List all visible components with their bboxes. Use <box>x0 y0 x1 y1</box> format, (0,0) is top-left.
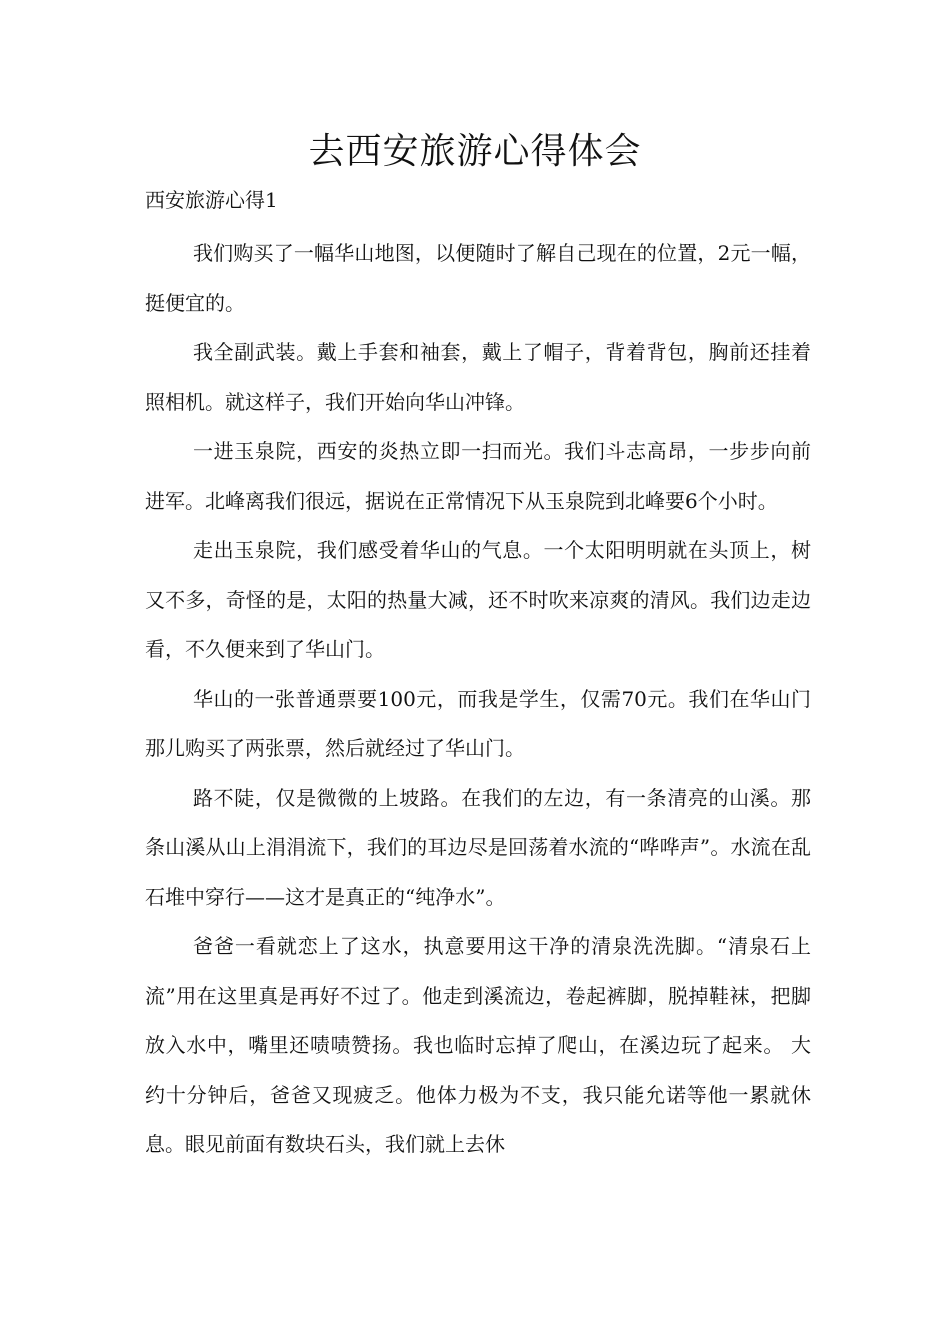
section-heading: 西安旅游心得1 <box>145 188 278 212</box>
document-body <box>145 229 811 1170</box>
paragraph: 路不陡，仅是微微的上坡路。在我们的左边，有一条清亮的山溪。那条山溪从山上涓涓流下，我们的耳边尽是回荡着水流的“哗哗声”。水流在乱石堆中穿行——这才是真正的“纯净水”。 <box>145 785 811 909</box>
paragraph: 我全副武装。戴上手套和袖套，戴上了帽子，背着背包，胸前还挂着照相机。就这样子，我们开始向华山冲锋。 <box>145 340 811 414</box>
paragraph: 一进玉泉院，西安的炎热立即一扫而光。我们斗志高昂，一步步向前进军。北峰离我们很远，据说在正常情况下从玉泉院到北峰要6个小时。 <box>145 439 811 513</box>
document-title: 去西安旅游心得体会 <box>308 131 642 172</box>
paragraph: 我们购买了一幅华山地图，以便随时了解自己现在的位置，2元一幅，挺便宜的。 <box>145 241 811 315</box>
paragraph: 爸爸一看就恋上了这水，执意要用这干净的清泉洗洗脚。“清泉石上流”用在这里真是再好不过了。他走到溪流边，卷起裤脚，脱掉鞋袜，把脚放入水中，嘴里还啧啧赞扬。我也临时忘掉了爬山，在溪边玩了起来。 大约十分钟后，爸爸又现疲乏。他体力极为不支，我只能允诺等他一累就休息。眼见前面有数块石头，我们就上去休 <box>145 934 811 1156</box>
paragraph: 华山的一张普通票要100元，而我是学生，仅需70元。我们在华山门那儿购买了两张票，然后就经过了华山门。 <box>145 686 811 760</box>
paragraph: 走出玉泉院，我们感受着华山的气息。一个太阳明明就在头顶上，树又不多，奇怪的是，太阳的热量大减，还不时吹来凉爽的清风。我们边走边看，不久便来到了华山门。 <box>145 538 811 661</box>
